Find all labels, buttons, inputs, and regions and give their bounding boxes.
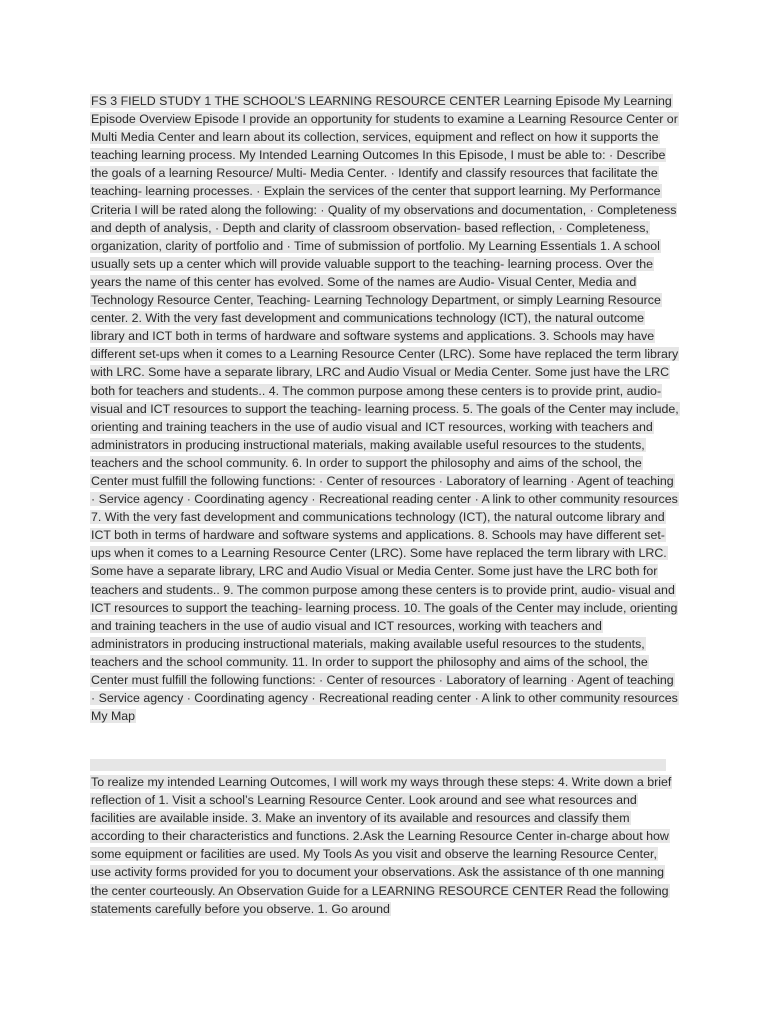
paragraph-2-text: To realize my intended Learning Outcomes, I will work my ways through these steps: 4. Write down a brief reflection of 1. Visit a school’s Learning Resource Center. Look around and see what resources and facilities are available inside. 3. Make an inventory of its available and resources and classify them according to their characteristics and functions. 2.Ask the Learning Resource Center in-charge about how some equipment or facilities are used. My Tools As you visit and observe the learning Resource Center, use activity forms provided for you to document your observations. Ask the assistance of th one manning the center courteously. An Observation Guide for a LEARNING RESOURCE CENTER Read the following statements carefully before you observe. 1. Go around — [91, 775, 672, 916]
document-paragraph-1 — [90, 92, 680, 725]
document-paragraph-2 — [90, 773, 680, 918]
section-separator-line — [90, 759, 666, 771]
paragraph-1-text: FS 3 FIELD STUDY 1 THE SCHOOL’S LEARNING RESOURCE CENTER Learning Episode My Learning Episode Overview Episode I provide an opportunity for students to examine a Learning Resource Center or Multi Media Center and learn about its collection, services, equipment and reflect on how it supports the teaching learning process. My Intended Learning Outcomes In this Episode, I must be able to: · Describe the goals of a learning Resource/ Multi- Media Center. · Identify and classify resources that facilitate the teaching- learning processes. · Explain the services of the center that support learning. My Performance Criteria I will be rated along the following: · Quality of my observations and documentation, · Completeness and depth of analysis, · Depth and clarity of classroom observation- based reflection, · Completeness, organization, clarity of portfolio and · Time of submission of portfolio. My Learning Essentials 1. A school usually sets up a center which will provide valuable support to the teaching- learning process. Over the years the name of this center has evolved. Some of the names are Audio- Visual Center, Media and Technology Resource Center, Teaching- Learning Technology Department, or simply Learning Resource center. 2. With the very fast development and communications technology (ICT), the natural outcome library and ICT both in terms of hardware and software systems and applications. 3. Schools may have different set-ups when it comes to a Learning Resource Center (LRC). Some have replaced the term library with LRC. Some have a separate library, LRC and Audio Visual or Media Center. Some just have the LRC both for teachers and students.. 4. The common purpose among these centers is to provide print, audio- visual and ICT resources to support the teaching- learning process. 5. The goals of the Center may include, orienting and training teachers in the use of audio visual and ICT resources, working with teachers and administrators in producing instructional materials, making available useful resources to the students, teachers and the school community. 6. In order to support the philosophy and aims of the school, the Center must fulfill the following functions: · Center of resources · Laboratory of learning · Agent of teaching · Service agency · Coordinating agency · Recreational reading center · A link to other community resources 7. With the very fast development and communications technology (ICT), the natural outcome library and ICT both in terms of hardware and software systems and applications. 8. Schools may have different set-ups when it comes to a Learning Resource Center (LRC). Some have replaced the term library with LRC. Some have a separate library, LRC and Audio Visual or Media Center. Some just have the LRC both for teachers and students.. 9. The common purpose among these centers is to provide print, audio- visual and ICT resources to support the teaching- learning process. 10. The goals of the Center may include, orienting and training teachers in the use of audio visual and ICT resources, working with teachers and administrators in producing instructional materials, making available useful resources to the students, teachers and the school community. 11. In order to support the philosophy and aims of the school, the Center must fulfill the following functions: · Center of resources · Laboratory of learning · Agent of teaching · Service agency · Coordinating agency · Recreational reading center · A link to other community resources My Map — [91, 94, 679, 724]
